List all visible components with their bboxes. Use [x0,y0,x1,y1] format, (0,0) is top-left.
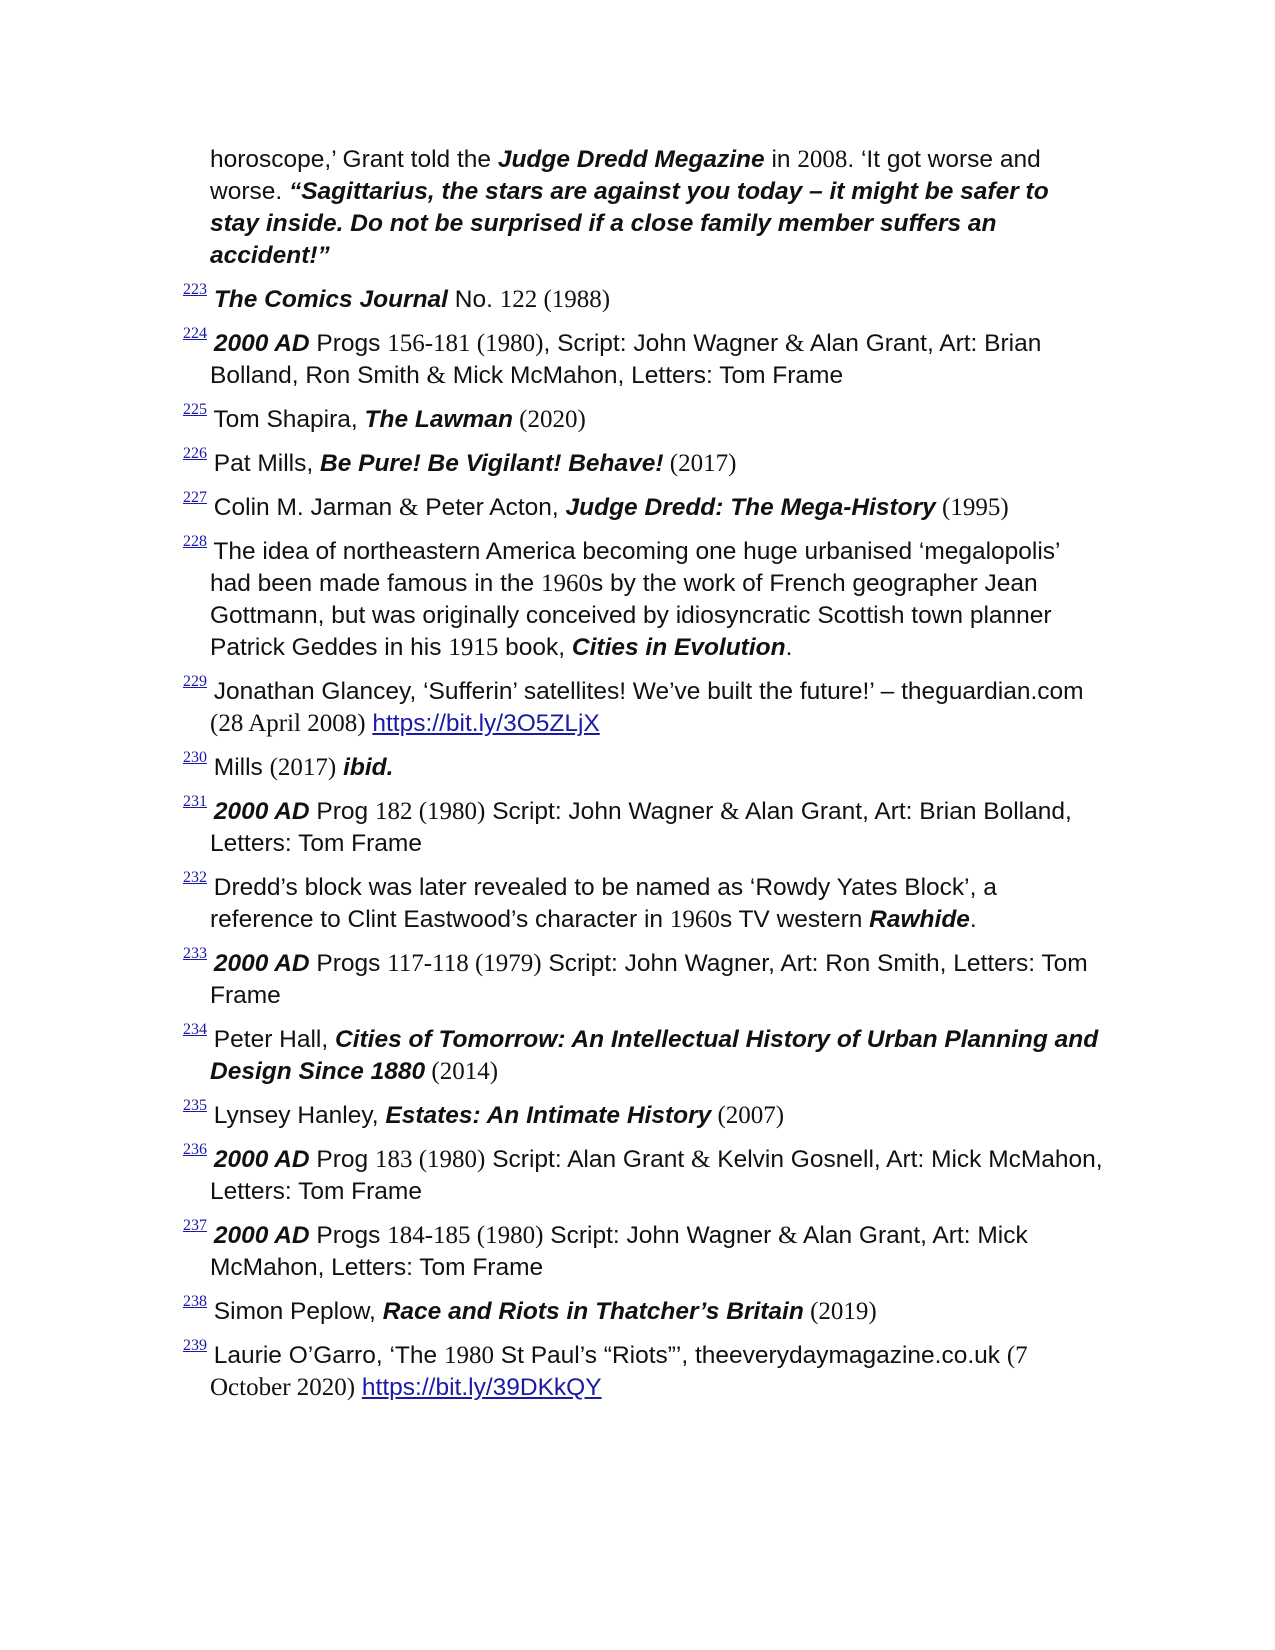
text: Script: Alan Grant [485,1146,692,1173]
endnote-236 [183,1140,1103,1208]
title: The Comics Journal [213,286,448,313]
title: 2000 AD [213,798,310,825]
year: 1980 [443,1342,494,1369]
endnote-number[interactable]: 225 [183,400,207,418]
endnote-235 [183,1096,1103,1132]
endnote-number[interactable]: 233 [183,944,207,962]
text: Prog [309,798,375,825]
text: The idea of northeastern America becoming one huge urbanised ‘megalopolis’ had been made famous in the [207,538,1060,597]
year: 183 (1980) [374,1146,486,1173]
text: Pat Mills, [207,450,320,477]
title: Be Pure! Be Vigilant! Behave! [320,450,664,477]
source-link[interactable]: https://bit.ly/39DKkQY [361,1374,602,1401]
year: 182 (1980) [374,798,486,825]
endnote-number[interactable]: 227 [183,488,207,506]
endnote-237 [183,1216,1103,1284]
endnote-234 [183,1020,1103,1088]
year: (2014) [425,1058,499,1085]
text: No. [447,286,500,313]
year: (2007) [711,1102,785,1129]
year: 2008 [797,146,848,173]
text: . ‘It got worse and worse. [210,146,1041,205]
endnote-number[interactable]: 230 [183,748,207,766]
endnote-number[interactable]: 232 [183,868,207,886]
text: Colin M. Jarman [207,494,399,521]
year: (2017) [663,450,737,477]
year: (2020) [512,406,586,433]
year: (2019) [803,1298,877,1325]
text: Script: John Wagner [485,798,721,825]
endnote-229 [183,672,1103,740]
endnote-232 [183,868,1103,936]
endnote-225 [183,400,1103,436]
endnote-number[interactable]: 236 [183,1140,207,1158]
endnote-223 [183,280,1103,316]
ampersand: & [691,1146,711,1173]
endnotes-list [183,144,1103,1416]
text: Jonathan Glancey, ‘Sufferin’ satellites! We’ve built the future!’ – theguardian.com [207,678,1084,705]
endnote-239 [183,1336,1103,1404]
text: Laurie O’Garro, ‘The [207,1342,444,1369]
title: Rawhide [869,906,970,933]
text: Progs [309,950,388,977]
endnote-number[interactable]: 238 [183,1292,207,1310]
ampersand: & [778,1222,798,1249]
continued-note-text [210,144,1103,272]
text: Kelvin Gosnell, Art: Mick McMahon, Letters: Tom Frame [210,1146,1103,1205]
text: . [969,906,977,933]
text: horoscope,’ Grant told the [210,146,498,173]
year: 1960 [540,570,591,597]
title: Cities in Evolution [571,634,786,661]
text: St Paul’s “Riots”’, theeverydaymagazine.co.uk [493,1342,1007,1369]
endnote-number[interactable]: 224 [183,324,207,342]
text: Peter Hall, [207,1026,335,1053]
title: Judge Dredd Megazine [497,146,765,173]
source-link[interactable]: https://bit.ly/3O5ZLjX [372,710,600,737]
text: Peter Acton, [418,494,566,521]
date: (7 October 2020) [210,1342,1028,1401]
date: (28 April 2008) [210,710,366,737]
title: Race and Riots in Thatcher’s Britain [382,1298,804,1325]
endnote-number[interactable]: 231 [183,792,207,810]
text [355,1374,362,1401]
text: Mick McMahon, Letters: Tom Frame [445,362,844,389]
text: in [764,146,798,173]
year: 156-181 (1980) [387,330,544,357]
endnote-number[interactable]: 223 [183,280,207,298]
endnote-number[interactable]: 237 [183,1216,207,1234]
endnote-number[interactable]: 228 [183,532,207,550]
title: Judge Dredd: The Mega-History [565,494,936,521]
text: Mills [207,754,270,781]
year: (2017) [269,754,337,781]
title: 2000 AD [213,1222,310,1249]
text: Progs [309,1222,388,1249]
title: The Lawman [364,406,513,433]
text: , Script: John Wagner [543,330,785,357]
title: Cities of Tomorrow: An Intellectual History of Urban Planning and Design Since 1880 [210,1026,1099,1085]
year: 122 (1988) [499,286,611,313]
quote: “Sagittarius, the stars are against you today – it might be safer to stay inside. Do not be surprised if a close family member suffers an accident!” [210,178,1049,269]
text: Alan Grant, Art: Mick McMahon, Letters: Tom Frame [210,1222,1028,1281]
year: 117-118 (1979) [387,950,542,977]
endnote-227 [183,488,1103,524]
text: book, [498,634,572,661]
ampersand: & [426,362,446,389]
year: 1915 [448,634,499,661]
title: Estates: An Intimate History [385,1102,712,1129]
endnote-231 [183,792,1103,860]
endnote-226 [183,444,1103,480]
endnote-number[interactable]: 239 [183,1336,207,1354]
endnote-238 [183,1292,1103,1328]
text: s by the work of French geographer Jean Gottmann, but was originally conceived by idiosyncratic Scottish town planner Patrick Geddes in his [210,570,1052,661]
text: Tom Shapira, [207,406,365,433]
endnote-number[interactable]: 226 [183,444,207,462]
endnote-230 [183,748,1103,784]
text: Alan Grant, Art: Brian Bolland, Letters: Tom Frame [210,798,1072,857]
title: 2000 AD [213,950,310,977]
ampersand: & [398,494,419,521]
endnote-228 [183,532,1103,664]
text: Script: John Wagner [543,1222,779,1249]
text: Alan Grant, Art: Brian Bolland, Ron Smith [210,330,1042,389]
title: 2000 AD [213,330,310,357]
text: . [785,634,793,661]
text: s TV western [719,906,870,933]
endnote-224 [183,324,1103,392]
ampersand: & [720,798,740,825]
text: Script: John Wagner, Art: Ron Smith, Letters: Tom Frame [210,950,1088,1009]
endnote-number[interactable]: 235 [183,1096,207,1114]
endnote-233 [183,944,1103,1012]
year: 1960 [669,906,720,933]
endnote-number[interactable]: 229 [183,672,207,690]
year: 184-185 (1980) [387,1222,544,1249]
endnote-number[interactable]: 234 [183,1020,207,1038]
text: Lynsey Hanley, [207,1102,386,1129]
text: Simon Peplow, [207,1298,383,1325]
text: Prog [309,1146,375,1173]
year: (1995) [935,494,1009,521]
title: ibid. [343,754,394,781]
ampersand: & [784,330,805,357]
text: Dredd’s block was later revealed to be named as ‘Rowdy Yates Block’, a reference to Clint Eastwood’s character in [207,874,997,933]
title: 2000 AD [213,1146,310,1173]
text: Progs [309,330,388,357]
